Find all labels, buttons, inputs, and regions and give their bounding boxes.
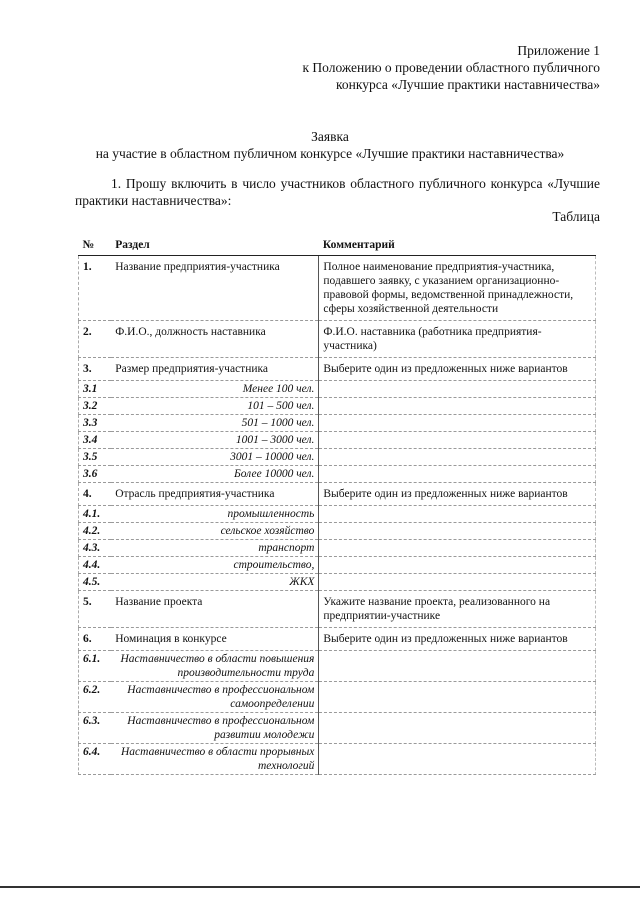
row-comment bbox=[319, 415, 596, 432]
row-comment bbox=[319, 540, 596, 557]
row-section: 1001 – 3000 чел. bbox=[111, 432, 319, 449]
title-line-2: на участие в областном публичном конкурсе «Лучшие практики наставничества» bbox=[95, 146, 565, 161]
table-row bbox=[79, 398, 596, 415]
table-row bbox=[79, 744, 596, 775]
appendix-line-3: конкурса «Лучшие практики наставничества» bbox=[335, 77, 600, 92]
application-table bbox=[78, 236, 596, 775]
row-comment: Ф.И.О. наставника (работника предприятия-участника) bbox=[319, 321, 596, 358]
row-section: Наставничество в профессиональном развитии молодежи bbox=[111, 713, 319, 744]
row-section: Название проекта bbox=[111, 591, 319, 628]
table-row bbox=[79, 713, 596, 744]
table-caption: Таблица bbox=[552, 209, 600, 224]
row-num: 6.2. bbox=[79, 682, 112, 713]
row-num: 6.3. bbox=[79, 713, 112, 744]
row-section: сельское хозяйство bbox=[111, 523, 319, 540]
row-section: Размер предприятия-участника bbox=[111, 358, 319, 381]
page-bottom-rule bbox=[0, 886, 640, 888]
row-section: Наставничество в области прорывных технологий bbox=[111, 744, 319, 775]
row-comment: Выберите один из предложенных ниже вариантов bbox=[319, 628, 596, 651]
row-section: промышленность bbox=[111, 506, 319, 523]
table-row bbox=[79, 574, 596, 591]
row-num: 3.4 bbox=[79, 432, 112, 449]
row-section: Наставничество в области повышения производительности труда bbox=[111, 651, 319, 682]
table-row bbox=[79, 449, 596, 466]
row-num: 4.3. bbox=[79, 540, 112, 557]
row-section: Более 10000 чел. bbox=[111, 466, 319, 483]
row-num: 3.3 bbox=[79, 415, 112, 432]
appendix-line-2: к Положению о проведении областного публичного bbox=[302, 60, 600, 75]
row-num: 1. bbox=[79, 256, 112, 321]
table-row bbox=[79, 432, 596, 449]
row-comment: Укажите название проекта, реализованного на предприятии-участнике bbox=[319, 591, 596, 628]
table-row bbox=[79, 256, 596, 321]
appendix-line-1: Приложение 1 bbox=[517, 43, 600, 58]
row-section: ЖКХ bbox=[111, 574, 319, 591]
row-section: 101 – 500 чел. bbox=[111, 398, 319, 415]
row-num: 6.1. bbox=[79, 651, 112, 682]
table-row bbox=[79, 506, 596, 523]
row-num: 2. bbox=[79, 321, 112, 358]
row-section: Наставничество в профессиональном самоопределении bbox=[111, 682, 319, 713]
row-num: 4.4. bbox=[79, 557, 112, 574]
table-row bbox=[79, 557, 596, 574]
row-comment: Выберите один из предложенных ниже вариантов bbox=[319, 483, 596, 506]
row-comment bbox=[319, 506, 596, 523]
row-comment bbox=[319, 682, 596, 713]
document-title bbox=[60, 128, 600, 162]
row-comment bbox=[319, 398, 596, 415]
table-row bbox=[79, 358, 596, 381]
row-comment: Выберите один из предложенных ниже вариантов bbox=[319, 358, 596, 381]
table-row bbox=[79, 591, 596, 628]
intro-text: 1. Прошу включить в число участников областного публичного конкурса «Лучшие практики наставничества»: bbox=[75, 176, 600, 208]
row-comment bbox=[319, 574, 596, 591]
table-row bbox=[79, 651, 596, 682]
header-num: № bbox=[79, 236, 112, 256]
row-comment bbox=[319, 651, 596, 682]
row-num: 3.6 bbox=[79, 466, 112, 483]
row-num: 3.5 bbox=[79, 449, 112, 466]
table-row bbox=[79, 540, 596, 557]
appendix-header bbox=[240, 42, 600, 93]
header-section: Раздел bbox=[111, 236, 319, 256]
row-num: 4.1. bbox=[79, 506, 112, 523]
header-comment: Комментарий bbox=[319, 236, 596, 256]
row-section: строительство, bbox=[111, 557, 319, 574]
row-section: 501 – 1000 чел. bbox=[111, 415, 319, 432]
row-num: 6.4. bbox=[79, 744, 112, 775]
row-comment bbox=[319, 744, 596, 775]
row-comment: Полное наименование предприятия-участника, подавшего заявку, с указанием организационно-правовой формы, ведомственной принадлежности, сферы хозяйственной деятельности bbox=[319, 256, 596, 321]
row-num: 3. bbox=[79, 358, 112, 381]
row-section: транспорт bbox=[111, 540, 319, 557]
row-section: Название предприятия-участника bbox=[111, 256, 319, 321]
intro-paragraph bbox=[75, 175, 600, 209]
row-comment bbox=[319, 523, 596, 540]
table-row bbox=[79, 321, 596, 358]
title-line-1: Заявка bbox=[311, 129, 349, 144]
row-num: 3.2 bbox=[79, 398, 112, 415]
table-row bbox=[79, 682, 596, 713]
row-num: 4.5. bbox=[79, 574, 112, 591]
row-num: 6. bbox=[79, 628, 112, 651]
row-num: 3.1 bbox=[79, 381, 112, 398]
table-row bbox=[79, 523, 596, 540]
table-row bbox=[79, 415, 596, 432]
row-comment bbox=[319, 449, 596, 466]
row-comment bbox=[319, 466, 596, 483]
row-section: Номинация в конкурсе bbox=[111, 628, 319, 651]
table-row bbox=[79, 466, 596, 483]
row-comment bbox=[319, 432, 596, 449]
table-row bbox=[79, 381, 596, 398]
row-section: 3001 – 10000 чел. bbox=[111, 449, 319, 466]
row-comment bbox=[319, 381, 596, 398]
row-section: Менее 100 чел. bbox=[111, 381, 319, 398]
row-comment bbox=[319, 713, 596, 744]
table-row bbox=[79, 628, 596, 651]
row-num: 4.2. bbox=[79, 523, 112, 540]
table-header-row bbox=[79, 236, 596, 256]
table-row bbox=[79, 483, 596, 506]
row-section: Ф.И.О., должность наставника bbox=[111, 321, 319, 358]
row-comment bbox=[319, 557, 596, 574]
row-num: 5. bbox=[79, 591, 112, 628]
row-section: Отрасль предприятия-участника bbox=[111, 483, 319, 506]
row-num: 4. bbox=[79, 483, 112, 506]
